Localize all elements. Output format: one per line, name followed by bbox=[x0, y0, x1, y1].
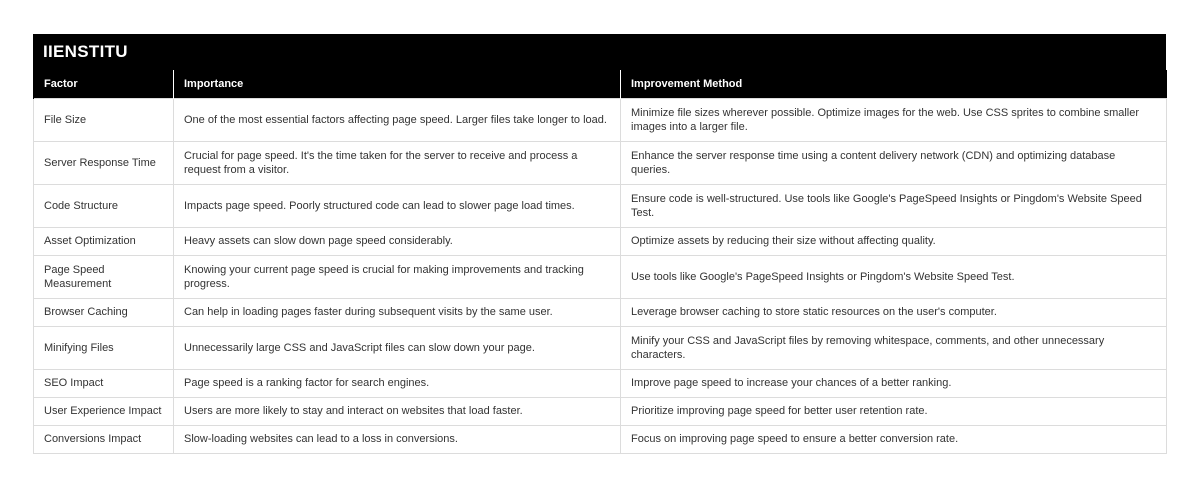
factor-cell: Code Structure bbox=[34, 185, 174, 228]
table-row bbox=[34, 398, 1167, 426]
table-row bbox=[34, 185, 1167, 228]
table-row bbox=[34, 426, 1167, 454]
factor-cell: User Experience Impact bbox=[34, 398, 174, 426]
table-row bbox=[34, 256, 1167, 299]
table-row bbox=[34, 370, 1167, 398]
importance-cell: Unnecessarily large CSS and JavaScript files can slow down your page. bbox=[174, 327, 621, 370]
table-header bbox=[34, 70, 1167, 99]
method-cell: Leverage browser caching to store static resources on the user's computer. bbox=[621, 299, 1167, 327]
factor-cell: SEO Impact bbox=[34, 370, 174, 398]
table-row bbox=[34, 299, 1167, 327]
brand-header bbox=[33, 34, 1166, 70]
method-cell: Minify your CSS and JavaScript files by removing whitespace, comments, and other unnecessary characters. bbox=[621, 327, 1167, 370]
importance-cell: Slow-loading websites can lead to a loss in conversions. bbox=[174, 426, 621, 454]
factor-cell: File Size bbox=[34, 99, 174, 142]
factor-cell: Conversions Impact bbox=[34, 426, 174, 454]
importance-cell: One of the most essential factors affecting page speed. Larger files take longer to load. bbox=[174, 99, 621, 142]
brand-title: IIENSTITU bbox=[43, 42, 128, 61]
table-body bbox=[34, 99, 1167, 454]
table-row bbox=[34, 327, 1167, 370]
importance-cell: Impacts page speed. Poorly structured code can lead to slower page load times. bbox=[174, 185, 621, 228]
table-row bbox=[34, 99, 1167, 142]
importance-cell: Page speed is a ranking factor for search engines. bbox=[174, 370, 621, 398]
importance-cell: Users are more likely to stay and interact on websites that load faster. bbox=[174, 398, 621, 426]
importance-cell: Can help in loading pages faster during subsequent visits by the same user. bbox=[174, 299, 621, 327]
factor-cell: Minifying Files bbox=[34, 327, 174, 370]
page-speed-table bbox=[33, 70, 1167, 454]
importance-cell: Knowing your current page speed is crucial for making improvements and tracking progress. bbox=[174, 256, 621, 299]
table-row bbox=[34, 142, 1167, 185]
method-cell: Minimize file sizes wherever possible. Optimize images for the web. Use CSS sprites to combine smaller images into a larger file. bbox=[621, 99, 1167, 142]
method-cell: Prioritize improving page speed for better user retention rate. bbox=[621, 398, 1167, 426]
method-cell: Optimize assets by reducing their size without affecting quality. bbox=[621, 228, 1167, 256]
header-factor: Factor bbox=[34, 70, 174, 99]
factor-cell: Server Response Time bbox=[34, 142, 174, 185]
method-cell: Focus on improving page speed to ensure a better conversion rate. bbox=[621, 426, 1167, 454]
factor-cell: Asset Optimization bbox=[34, 228, 174, 256]
factor-cell: Page Speed Measurement bbox=[34, 256, 174, 299]
importance-cell: Crucial for page speed. It's the time taken for the server to receive and process a request from a visitor. bbox=[174, 142, 621, 185]
method-cell: Improve page speed to increase your chances of a better ranking. bbox=[621, 370, 1167, 398]
table-container bbox=[33, 34, 1166, 454]
method-cell: Enhance the server response time using a content delivery network (CDN) and optimizing database queries. bbox=[621, 142, 1167, 185]
method-cell: Use tools like Google's PageSpeed Insights or Pingdom's Website Speed Test. bbox=[621, 256, 1167, 299]
factor-cell: Browser Caching bbox=[34, 299, 174, 327]
header-row bbox=[34, 70, 1167, 99]
importance-cell: Heavy assets can slow down page speed considerably. bbox=[174, 228, 621, 256]
header-importance: Importance bbox=[174, 70, 621, 99]
header-improvement-method: Improvement Method bbox=[621, 70, 1167, 99]
table-row bbox=[34, 228, 1167, 256]
method-cell: Ensure code is well-structured. Use tools like Google's PageSpeed Insights or Pingdom's Website Speed Test. bbox=[621, 185, 1167, 228]
